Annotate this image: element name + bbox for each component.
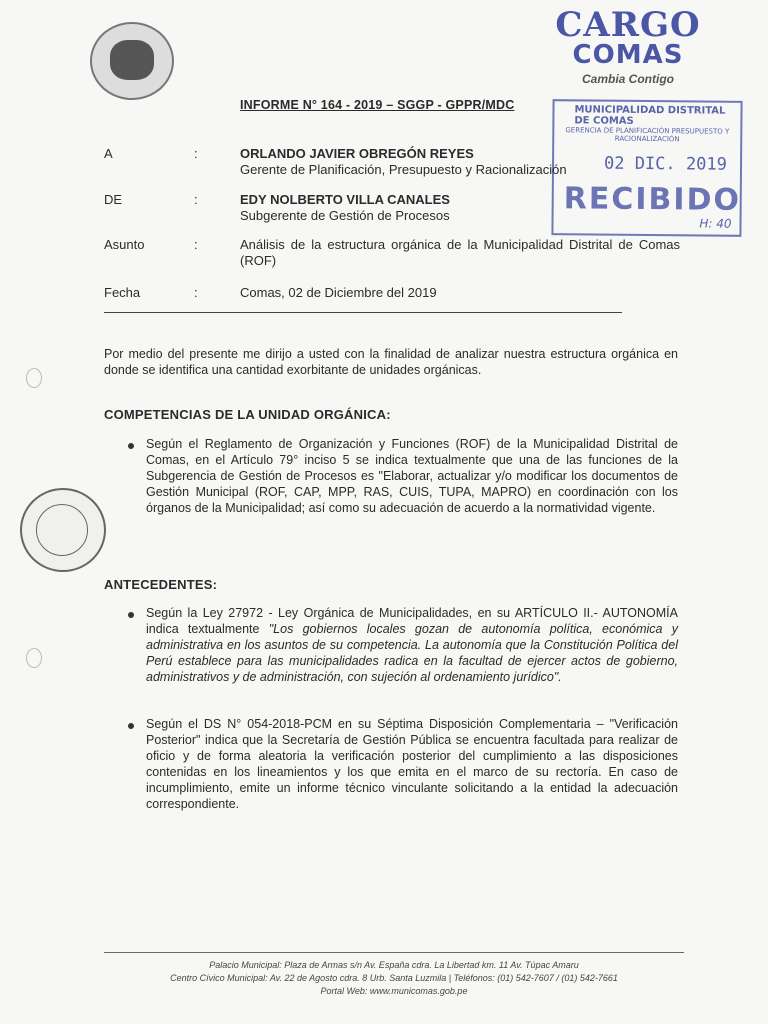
- from-name: EDY NOLBERTO VILLA CANALES: [240, 192, 450, 207]
- footer-line1: Palacio Municipal: Plaza de Armas s/n Av. España cdra. La Libertad km. 11 Av. Túpac Amaru: [209, 960, 579, 970]
- date-text: Comas, 02 de Diciembre del 2019: [240, 285, 437, 300]
- document-title: INFORME N° 164 - 2019 – SGGP - GPPR/MDC: [240, 98, 515, 112]
- stamp-header: MUNICIPALIDAD DISTRITAL DE COMAS: [574, 104, 726, 127]
- footer-divider: [104, 952, 684, 953]
- date-label: Fecha: [104, 285, 141, 300]
- colon: :: [194, 285, 198, 300]
- section2-bullet1: [146, 605, 678, 685]
- stamp-status: RECIBIDO: [563, 181, 742, 218]
- section1-bullet1: Según el Reglamento de Organización y Funciones (ROF) de la Municipalidad Distrital de Comas, en el Artículo 79° inciso 5 se indica textualmente que una de las funciones de la Subgerencia de Gestión de Procesos es "Elaborar, actualizar y/o modificar los documentos de Gestión Municipal (ROF, CAP, MPP, RAS, CUIS, TUPA, MAPRO) en coordinación con los órganos de la Municipalidad; así como su adecuación de acuerdo a la normatividad vigente.: [146, 437, 678, 515]
- municipal-seal-icon: [90, 22, 174, 100]
- subgerencia-seal-icon: [20, 488, 106, 572]
- colon: :: [194, 146, 198, 161]
- bullet1-plain: Según la Ley 27972 - Ley Orgánica de Municipalidades, en su ARTÍCULO II.- AUTONOMÍA indica textualmente: [146, 606, 678, 636]
- stamp-date: 02 DIC. 2019: [603, 153, 727, 175]
- subject-text: Análisis de la estructura orgánica de la Municipalidad Distrital de Comas (ROF): [240, 237, 680, 268]
- from-role: Subgerente de Gestión de Procesos: [240, 208, 450, 223]
- header-divider: [104, 312, 622, 313]
- logo-line1: CARGO: [555, 5, 701, 45]
- section2-bullet2: Según el DS N° 054-2018-PCM en su Séptima Disposición Complementaria – "Verificación Posterior" indica que la Secretaría de Gestión Pública se encuentra facultada para realizar de oficio y de forma aleatoria la verificación posterior del cumplimiento a las disposiciones contenidas en los lineamientos y los que emita en el marco de su rectoría. En caso de incumplimiento, emite un informe técnico vinculante solicitando a la entidad la adecuación correspondiente.: [146, 717, 678, 811]
- footer-line3: Portal Web: www.municomas.gob.pe: [320, 986, 468, 996]
- cargo-logo: [548, 5, 708, 86]
- from-label: DE: [104, 192, 123, 207]
- footer-line2: Centro Cívico Municipal: Av. 22 de Agosto cdra. 8 Urb. Santa Luzmila | Teléfonos: (01) 542-7607 / (01) 542-7661: [170, 973, 618, 983]
- to-name: ORLANDO JAVIER OBREGÓN REYES: [240, 146, 474, 161]
- to-role: Gerente de Planificación, Presupuesto y Racionalización: [240, 162, 567, 177]
- intro-paragraph: Por medio del presente me dirijo a usted con la finalidad de analizar nuestra estructura orgánica en donde se identifica una cantidad exorbitante de unidades orgánicas.: [104, 347, 678, 377]
- punch-hole-icon: [26, 368, 42, 388]
- subject-label: Asunto: [104, 237, 145, 252]
- stamp-subheader: GERENCIA DE PLANIFICACIÓN PRESUPUESTO Y RACIONALIZACIÓN: [565, 126, 730, 144]
- section-competencias-title: COMPETENCIAS DE LA UNIDAD ORGÁNICA:: [104, 407, 391, 422]
- colon: :: [194, 192, 198, 207]
- punch-hole-icon: [26, 648, 42, 668]
- colon: :: [194, 237, 198, 252]
- stamp-time: H: 40: [699, 216, 732, 231]
- bullet1-quote: "Los gobiernos locales gozan de autonomía política, económica y administrativa en los asuntos de su competencia. La autonomía que la Constitución Política del Perú establece para las municipalidades radica en la facultad de ejercer actos de gobierno, administrativos y de administración, con sujeción al ordenamiento jurídico".: [146, 622, 678, 684]
- logo-line2: COMAS: [572, 40, 684, 70]
- to-label: A: [104, 146, 113, 161]
- section-antecedentes-title: ANTECEDENTES:: [104, 577, 218, 592]
- logo-tagline: Cambia Contigo: [582, 72, 674, 86]
